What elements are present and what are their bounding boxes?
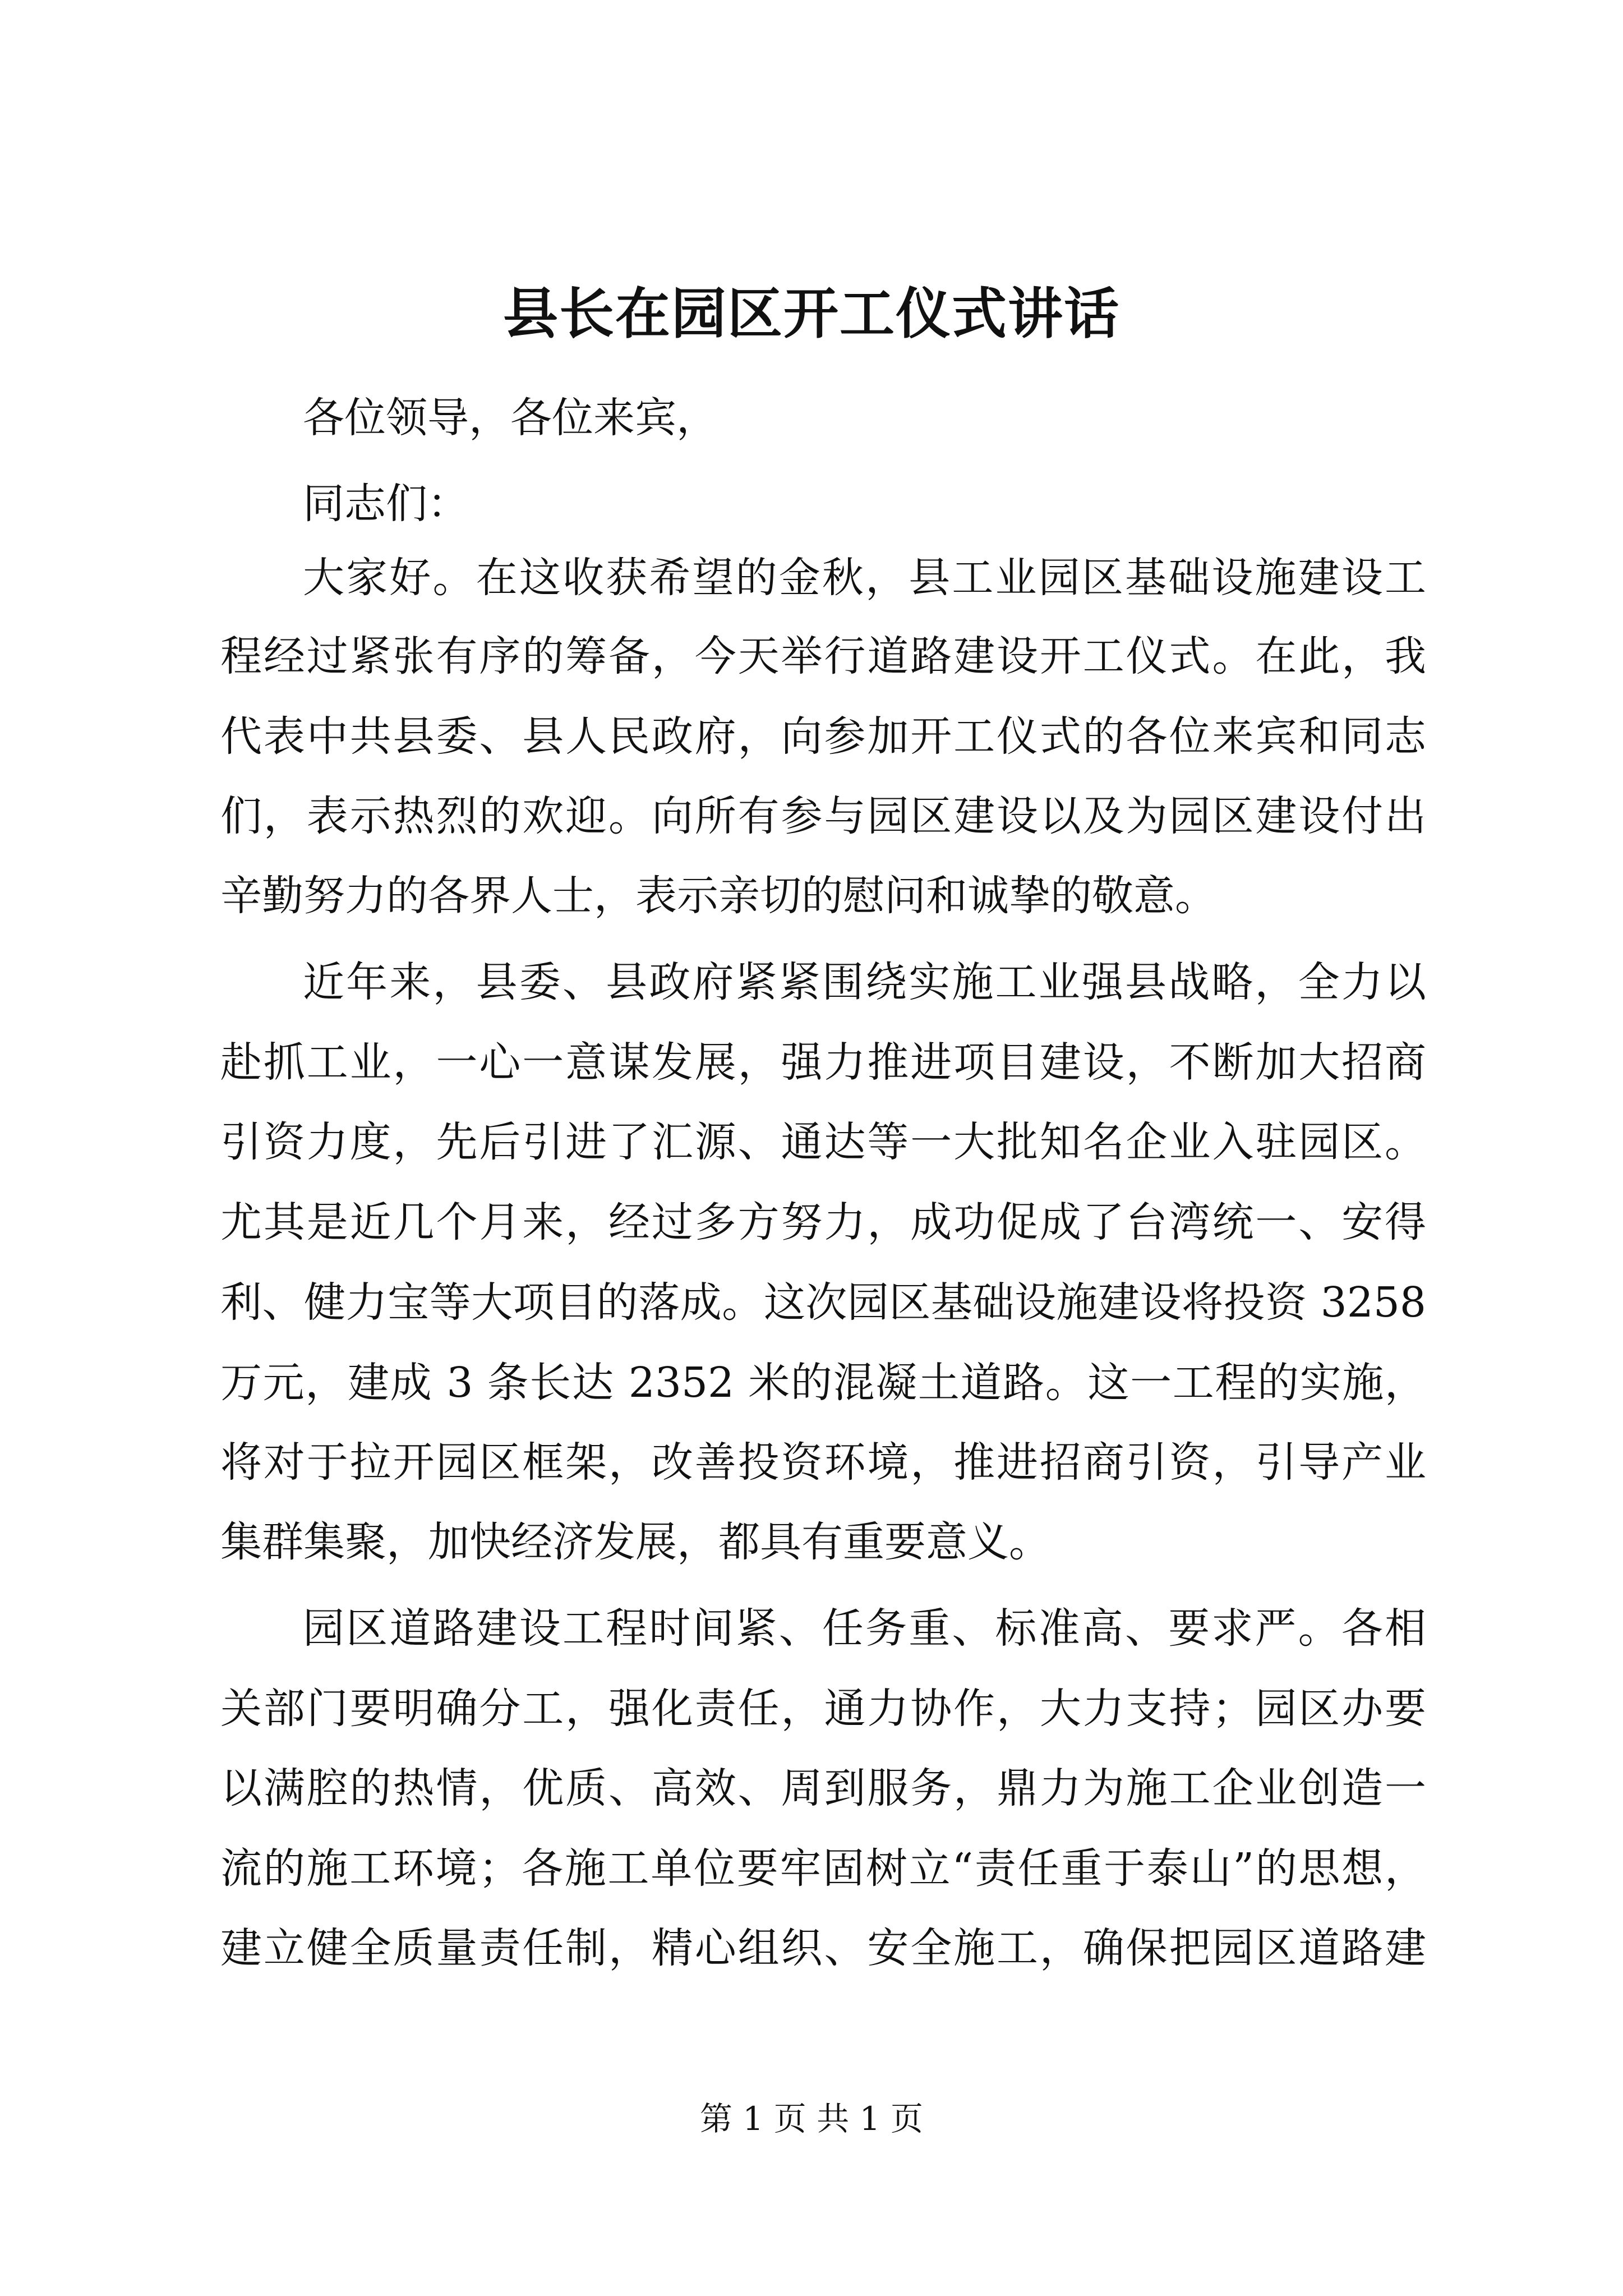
- paragraph-2-line-7: 将对于拉开园区框架，改善投资环境，推进招商引资，引导产业: [220, 1438, 1426, 1487]
- paragraph-1-line-5: 辛勤努力的各界人士，表示亲切的慰问和诚挚的敬意。: [220, 872, 1216, 920]
- paragraph-3-line-3: 以满腔的热情，优质、高效、周到服务，鼎力为施工企业创造一: [220, 1764, 1426, 1812]
- paragraph-2-line-8: 集群集聚，加快经济发展，都具有重要意义。: [220, 1518, 1050, 1566]
- paragraph-2-line-1: 近年来，县委、县政府紧紧围绕实施工业强县战略，全力以: [303, 958, 1426, 1006]
- paragraph-2-line-6: 万元，建成 3 条长达 2352 米的混凝土道路。这一工程的实施，: [220, 1359, 1426, 1407]
- paragraph-2-line-5: 利、健力宝等大项目的落成。这次园区基础设施建设将投资 3258: [220, 1278, 1426, 1327]
- paragraph-3-line-4: 流的施工环境；各施工单位要牢固树立“责任重于泰山”的思想，: [220, 1844, 1426, 1893]
- paragraph-3-line-1: 园区道路建设工程时间紧、任务重、标准高、要求严。各相: [303, 1604, 1426, 1653]
- document-title: 县长在园区开工仪式讲话: [502, 282, 1120, 346]
- paragraph-1-line-3: 代表中共县委、县人民政府，向参加开工仪式的各位来宾和同志: [220, 712, 1426, 761]
- paragraph-1-line-4: 们，表示热烈的欢迎。向所有参与园区建设以及为园区建设付出: [220, 792, 1426, 840]
- paragraph-3-line-2: 关部门要明确分工，强化责任，通力协作，大力支持；园区办要: [220, 1685, 1426, 1733]
- paragraph-2-line-2: 赴抓工业，一心一意谋发展，强力推进项目建设，不断加大招商: [220, 1038, 1426, 1087]
- paragraph-2-line-4: 尤其是近几个月来，经过多方努力，成功促成了台湾统一、安得: [220, 1198, 1426, 1246]
- salutation-line-2: 同志们：: [303, 480, 469, 528]
- page-footer: 第 1 页 共 1 页: [700, 2100, 923, 2138]
- paragraph-1-line-1: 大家好。在这收获希望的金秋，县工业园区基础设施建设工: [303, 554, 1426, 602]
- salutation-line-1: 各位领导，各位来宾，: [303, 394, 718, 442]
- paragraph-3-line-5: 建立健全质量责任制，精心组织、安全施工，确保把园区道路建: [220, 1924, 1426, 1972]
- paragraph-1-line-2: 程经过紧张有序的筹备，今天举行道路建设开工仪式。在此，我: [220, 632, 1426, 680]
- paragraph-2-line-3: 引资力度，先后引进了汇源、通达等一大批知名企业入驻园区。: [220, 1118, 1426, 1166]
